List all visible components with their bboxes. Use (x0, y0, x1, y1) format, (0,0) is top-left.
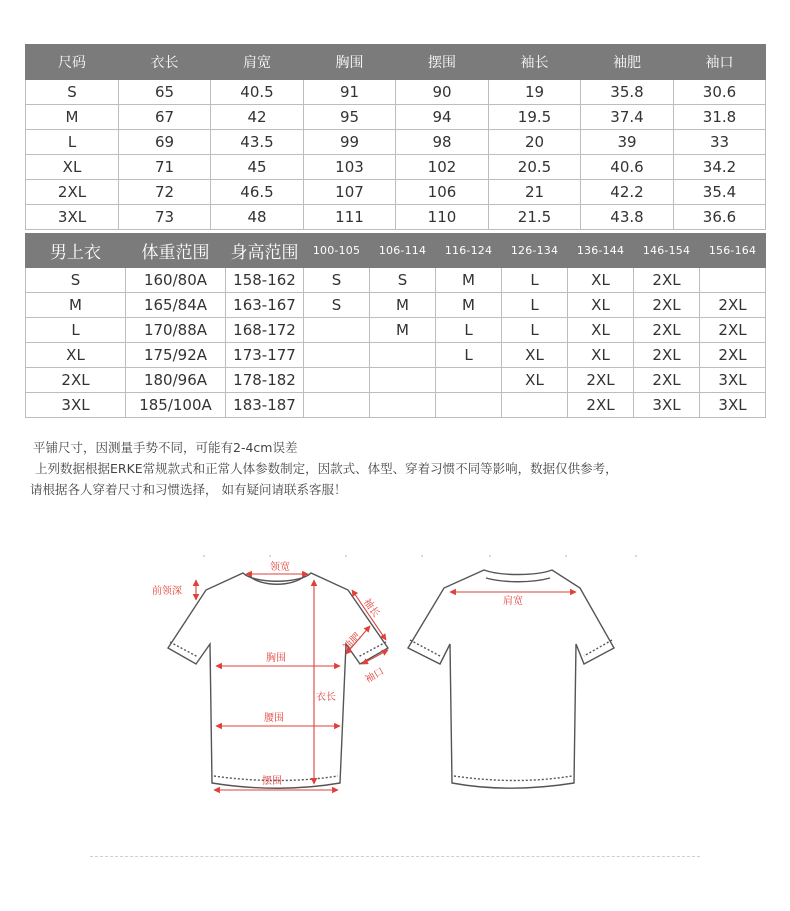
note-line: 平铺尺寸，因测量手势不同，可能有2-4cm误差 (33, 440, 298, 455)
table-cell: 43.8 (581, 205, 674, 230)
table-cell: 67 (119, 105, 211, 130)
table-cell: L (502, 268, 568, 293)
table-cell: 3XL (634, 393, 700, 418)
header-cell: 体重范围 (126, 234, 226, 268)
table-cell: 37.4 (581, 105, 674, 130)
table-cell (304, 318, 370, 343)
table-cell: 165/84A (126, 293, 226, 318)
table-cell: XL (568, 318, 634, 343)
table-cell: 36.6 (674, 205, 766, 230)
table-cell: 168-172 (226, 318, 304, 343)
table-cell: 90 (396, 80, 489, 105)
table-cell: 42.2 (581, 180, 674, 205)
table-row (26, 318, 766, 343)
header-cell: 100-105 (304, 234, 370, 268)
table-cell: 2XL (634, 268, 700, 293)
table-cell: 35.8 (581, 80, 674, 105)
table-cell: L (502, 293, 568, 318)
header-cell: 126-134 (502, 234, 568, 268)
table-cell: S (26, 80, 119, 105)
table-cell: L (436, 343, 502, 368)
table-cell: 91 (304, 80, 396, 105)
table-cell: M (436, 268, 502, 293)
table-cell: 2XL (568, 393, 634, 418)
table-cell (436, 393, 502, 418)
table-cell: 163-167 (226, 293, 304, 318)
hem-label: 摆围 (262, 776, 282, 787)
table-cell: 99 (304, 130, 396, 155)
table-cell: 2XL (634, 293, 700, 318)
note-line: 请根据各人穿着尺寸和习惯选择， 如有疑问请联系客服！ (30, 482, 347, 497)
header-cell: 尺码 (26, 45, 119, 80)
table-cell: 20.5 (489, 155, 581, 180)
table-cell: 30.6 (674, 80, 766, 105)
table-row (26, 105, 766, 130)
table-cell: 45 (211, 155, 304, 180)
header-cell: 男上衣 (26, 234, 126, 268)
sleeve-width-label: 袖肥 (341, 631, 364, 654)
table-cell: 3XL (700, 393, 766, 418)
table-cell: 46.5 (211, 180, 304, 205)
table-cell: 21 (489, 180, 581, 205)
table-cell (304, 393, 370, 418)
table-cell: XL (568, 268, 634, 293)
table-cell: 42 (211, 105, 304, 130)
header-cell: 身高范围 (226, 234, 304, 268)
header-cell: 衣长 (119, 45, 211, 80)
table-cell (370, 393, 436, 418)
size-table-header (26, 45, 766, 80)
table-cell: M (26, 105, 119, 130)
table-cell: M (26, 293, 126, 318)
table-cell: 20 (489, 130, 581, 155)
table-row (26, 343, 766, 368)
table-cell: 160/80A (126, 268, 226, 293)
table-cell (436, 368, 502, 393)
table-cell: XL (26, 155, 119, 180)
table-cell (370, 343, 436, 368)
table-cell: L (26, 130, 119, 155)
table-cell: 19 (489, 80, 581, 105)
table-cell: 158-162 (226, 268, 304, 293)
table-cell: 34.2 (674, 155, 766, 180)
body-length-label: 衣长 (316, 692, 336, 703)
neck-width-label: 领宽 (270, 562, 290, 573)
table-cell: 3XL (26, 205, 119, 230)
table-cell: 65 (119, 80, 211, 105)
table-row (26, 80, 766, 105)
table-cell: 35.4 (674, 180, 766, 205)
table-cell: 98 (396, 130, 489, 155)
table-cell: 94 (396, 105, 489, 130)
table-row (26, 393, 766, 418)
table-cell: XL (568, 293, 634, 318)
table-row (26, 205, 766, 230)
table-cell (502, 393, 568, 418)
chest-label: 胸围 (266, 653, 286, 664)
table-cell: M (436, 293, 502, 318)
table-cell: 106 (396, 180, 489, 205)
table-cell: 2XL (700, 343, 766, 368)
sleeve-length-label: 袖长 (360, 596, 382, 620)
header-cell: 116-124 (436, 234, 502, 268)
table-cell: 3XL (700, 368, 766, 393)
header-cell: 肩宽 (211, 45, 304, 80)
table-cell: XL (502, 368, 568, 393)
table-cell: 40.6 (581, 155, 674, 180)
header-cell: 袖肥 (581, 45, 674, 80)
measurement-diagram (0, 540, 790, 810)
header-cell: 摆围 (396, 45, 489, 80)
divider (90, 856, 700, 857)
table-cell: 69 (119, 130, 211, 155)
size-table (25, 44, 766, 230)
front-neck-depth-label: 前领深 (152, 586, 182, 597)
header-cell: 156-164 (700, 234, 766, 268)
table-cell: 111 (304, 205, 396, 230)
table-cell: 2XL (26, 368, 126, 393)
table-cell: 107 (304, 180, 396, 205)
table-cell: 19.5 (489, 105, 581, 130)
table-cell: 2XL (568, 368, 634, 393)
table-cell: S (26, 268, 126, 293)
table-cell: 72 (119, 180, 211, 205)
table-cell: 95 (304, 105, 396, 130)
table-cell: 43.5 (211, 130, 304, 155)
table-cell: 71 (119, 155, 211, 180)
front-shirt-outline (168, 573, 388, 788)
fit-table-header (26, 234, 766, 268)
table-cell: 185/100A (126, 393, 226, 418)
table-cell: M (370, 293, 436, 318)
table-cell: 173-177 (226, 343, 304, 368)
table-cell: S (304, 293, 370, 318)
table-cell: 2XL (634, 368, 700, 393)
table-cell: 3XL (26, 393, 126, 418)
table-cell: 2XL (26, 180, 119, 205)
shoulder-label: 肩宽 (503, 596, 523, 607)
table-row (26, 130, 766, 155)
header-cell: 146-154 (634, 234, 700, 268)
table-cell: 2XL (700, 293, 766, 318)
table-row (26, 293, 766, 318)
table-cell: XL (26, 343, 126, 368)
header-cell: 袖口 (674, 45, 766, 80)
header-cell: 106-114 (370, 234, 436, 268)
table-cell: 31.8 (674, 105, 766, 130)
table-cell: 178-182 (226, 368, 304, 393)
size-notes (30, 437, 618, 500)
table-cell: 102 (396, 155, 489, 180)
table-cell (304, 368, 370, 393)
table-cell: M (370, 318, 436, 343)
table-cell: 180/96A (126, 368, 226, 393)
table-cell: S (370, 268, 436, 293)
fit-table (25, 233, 766, 418)
table-row (26, 180, 766, 205)
table-cell: 183-187 (226, 393, 304, 418)
note-line: 上列数据根据ERKE常规款式和正常人体参数制定，因款式、体型、穿着习惯不同等影响，数据仅供参考， (35, 461, 618, 476)
table-row (26, 155, 766, 180)
table-cell: 103 (304, 155, 396, 180)
table-cell: 40.5 (211, 80, 304, 105)
table-cell: 48 (211, 205, 304, 230)
table-cell: 21.5 (489, 205, 581, 230)
table-cell: 2XL (700, 318, 766, 343)
table-cell (304, 343, 370, 368)
table-cell: L (26, 318, 126, 343)
table-cell (700, 268, 766, 293)
table-cell: 73 (119, 205, 211, 230)
table-cell: L (436, 318, 502, 343)
sleeve-opening-label: 袖口 (363, 666, 387, 686)
table-cell: 33 (674, 130, 766, 155)
table-cell: 170/88A (126, 318, 226, 343)
header-cell: 袖长 (489, 45, 581, 80)
table-cell: XL (502, 343, 568, 368)
header-cell: 胸围 (304, 45, 396, 80)
table-cell: 175/92A (126, 343, 226, 368)
table-cell: XL (568, 343, 634, 368)
table-row (26, 268, 766, 293)
table-cell: 2XL (634, 318, 700, 343)
table-cell: L (502, 318, 568, 343)
header-cell: 136-144 (568, 234, 634, 268)
table-cell (370, 368, 436, 393)
table-cell: S (304, 268, 370, 293)
table-row (26, 368, 766, 393)
waist-label: 腰围 (264, 713, 284, 724)
table-cell: 110 (396, 205, 489, 230)
decorative-dots (203, 555, 637, 557)
table-cell: 2XL (634, 343, 700, 368)
table-cell: 39 (581, 130, 674, 155)
